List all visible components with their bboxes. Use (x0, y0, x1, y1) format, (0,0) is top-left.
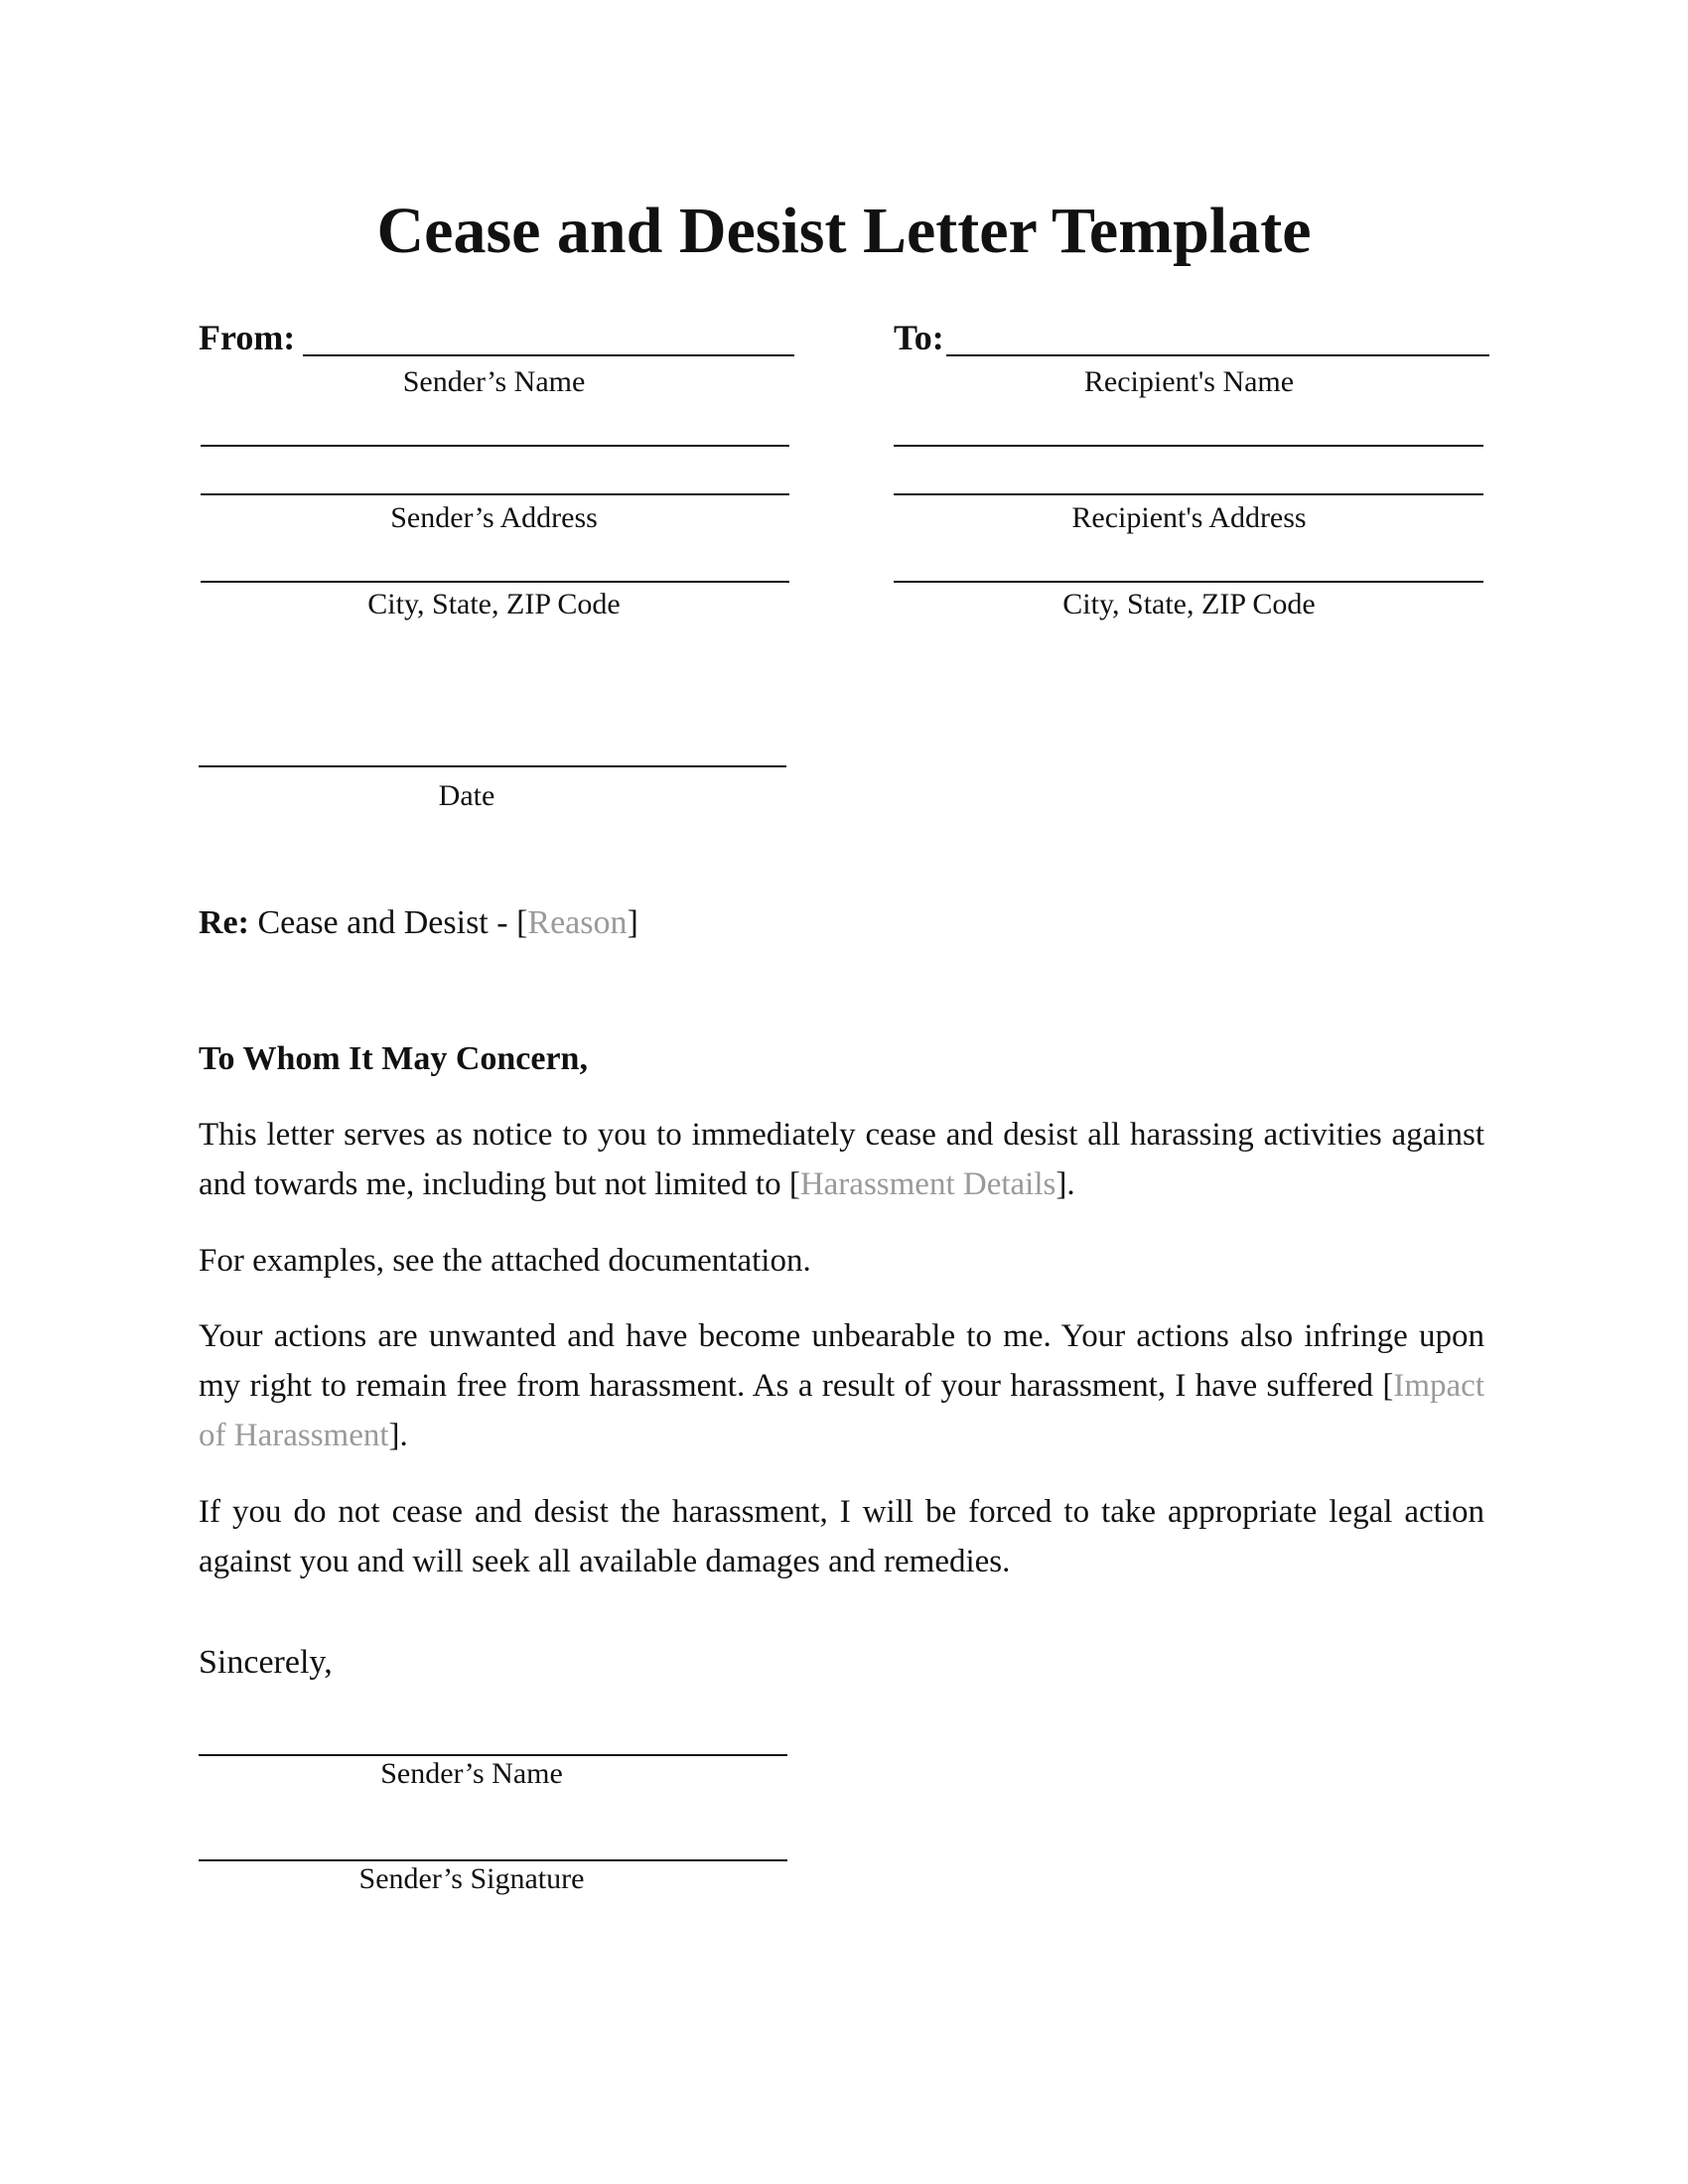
re-label: Re: (199, 904, 249, 941)
recipient-address-line-1[interactable] (894, 445, 1483, 447)
re-line (199, 898, 638, 948)
paragraph-1-text: This letter serves as notice to you to immediately cease and desist all harassing activities against and towards me, including but not limited to [ (199, 1117, 1484, 1202)
document-title: Cease and Desist Letter Template (376, 195, 1312, 267)
sender-address-line-2[interactable] (201, 493, 789, 495)
reason-placeholder[interactable]: Reason (527, 904, 628, 941)
recipient-name-caption: Recipient's Name (1083, 365, 1295, 398)
recipient-address-line-2[interactable] (894, 493, 1483, 495)
sender-name-line[interactable] (303, 354, 794, 356)
sender-address-line-1[interactable] (201, 445, 789, 447)
to-label: To: (894, 318, 944, 357)
recipient-city-caption: City, State, ZIP Code (1062, 588, 1316, 620)
from-label: From: (199, 318, 296, 357)
recipient-name-line[interactable] (946, 354, 1489, 356)
date-caption: Date (438, 779, 495, 812)
paragraph-3 (199, 1311, 1484, 1460)
signature-caption: Sender’s Signature (358, 1862, 585, 1895)
paragraph-3-end: ]. (388, 1418, 408, 1453)
paragraph-1 (199, 1110, 1484, 1209)
re-close: ] (627, 904, 638, 941)
signature-line[interactable] (199, 1859, 787, 1861)
sender-name-caption: Sender’s Name (402, 365, 586, 398)
sender-city-line[interactable] (201, 581, 789, 583)
recipient-city-line[interactable] (894, 581, 1483, 583)
date-line[interactable] (199, 765, 786, 767)
impact-of-harassment-placeholder[interactable]: Impact of Harassment (199, 1368, 1484, 1453)
closing: Sincerely, (199, 1644, 333, 1681)
sender-address-caption: Sender’s Address (390, 501, 598, 534)
salutation: To Whom It May Concern, (199, 1040, 588, 1077)
signature-name-caption: Sender’s Name (380, 1757, 563, 1790)
sender-city-caption: City, State, ZIP Code (367, 588, 621, 620)
paragraph-1-end: ]. (1055, 1166, 1075, 1202)
harassment-details-placeholder[interactable]: Harassment Details (799, 1166, 1056, 1202)
paragraph-3-text: Your actions are unwanted and have become unbearable to me. Your actions also infringe upon my right to remain free from harassment. As a result of your harassment, I have suffered [ (199, 1318, 1484, 1404)
paragraph-2: For examples, see the attached documentation. (199, 1243, 811, 1279)
signature-name-line[interactable] (199, 1754, 787, 1756)
recipient-address-caption: Recipient's Address (1071, 501, 1307, 534)
re-text: Cease and Desist - [ (248, 904, 528, 941)
paragraph-4: If you do not cease and desist the harassment, I will be forced to take appropriate legal action against you and will seek all available damages and remedies. (199, 1494, 1484, 1579)
